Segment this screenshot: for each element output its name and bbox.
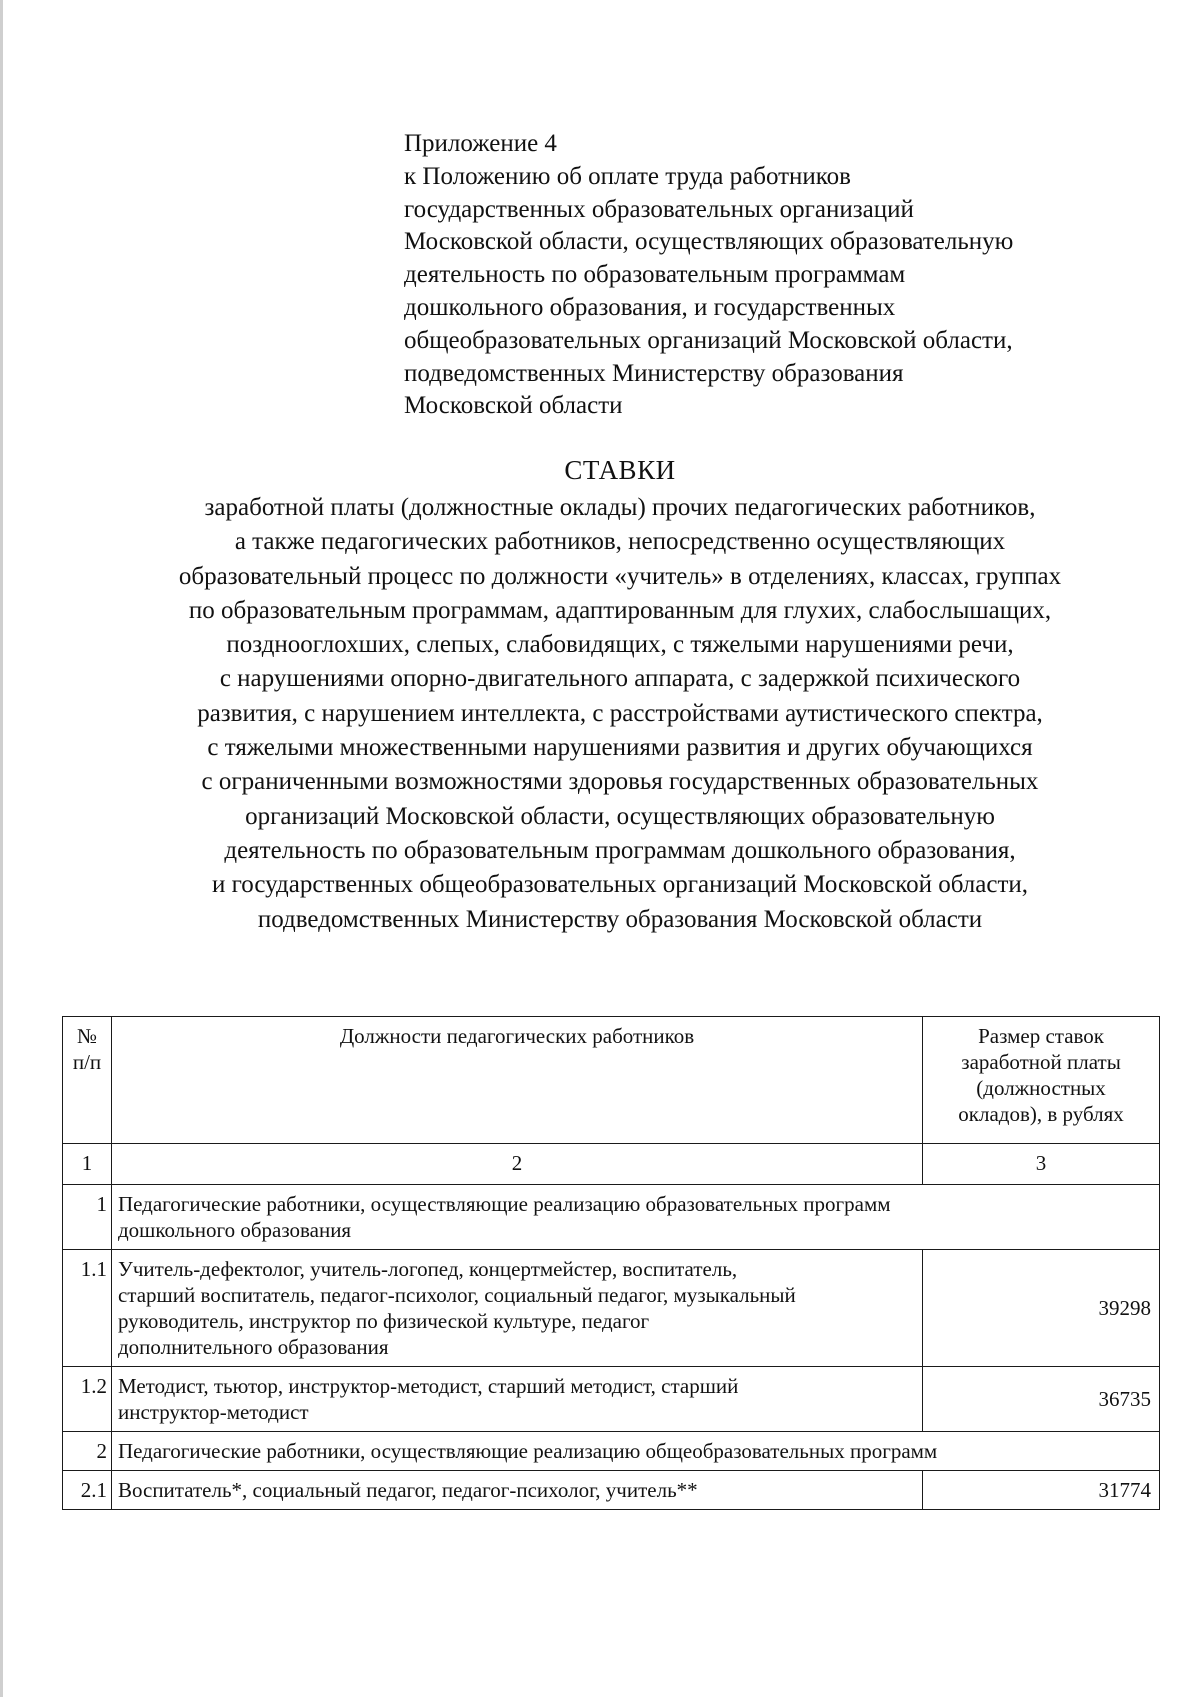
column-index-cell: 2 (111, 1144, 922, 1185)
column-index-cell: 3 (923, 1144, 1160, 1185)
header-rate-line: (должностных (976, 1076, 1106, 1100)
header-rate-cell (923, 1017, 1160, 1144)
row-text-line: инструктор-методист (117, 1400, 309, 1424)
appendix-line: государственных образовательных организаций (404, 195, 914, 223)
subtitle-line: с ограниченными возможностями здоровья государственных образовательных (201, 768, 1039, 796)
row-rate-value: 39298 (923, 1250, 1160, 1367)
row-text-line: Учитель-дефектолог, учитель-логопед, концертмейстер, воспитатель, (117, 1257, 738, 1281)
subtitle-line: и государственных общеобразовательных организаций Московской области, (211, 871, 1029, 899)
document-title: СТАВКИ (564, 455, 676, 485)
document-subtitle (60, 491, 1180, 937)
section-title (111, 1185, 1159, 1250)
row-text-line: дополнительного образования (117, 1335, 389, 1359)
appendix-line: Приложение 4 (404, 130, 557, 157)
row-number: 1 (63, 1185, 112, 1250)
row-text-line: старший воспитатель, педагог-психолог, социальный педагог, музыкальный (117, 1283, 796, 1307)
row-number: 1.2 (63, 1367, 112, 1432)
section-title (111, 1432, 1159, 1471)
table-row-section-1 (63, 1185, 1160, 1250)
subtitle-line: заработной платы (должностные оклады) прочих педагогических работников, (204, 494, 1036, 521)
appendix-line: Московской области, осуществляющих образовательную (404, 228, 1014, 256)
rates-table (62, 1016, 1160, 1510)
row-text-line: Методист, тьютор, инструктор-методист, старший методист, старший (117, 1374, 739, 1398)
row-number: 1.1 (63, 1250, 112, 1367)
header-number-cell (63, 1017, 112, 1144)
appendix-line: подведомственных Министерству образования (404, 359, 904, 387)
row-text-line: Педагогические работники, осуществляющие реализацию общеобразовательных программ (117, 1439, 938, 1463)
appendix-line: дошкольного образования, и государственных (404, 293, 896, 321)
row-position-text (111, 1471, 922, 1510)
row-text-line: Воспитатель*, социальный педагог, педагог-психолог, учитель** (117, 1478, 698, 1502)
header-number-symbol: № (76, 1024, 97, 1048)
row-position-text (111, 1250, 922, 1367)
row-rate-value: 31774 (923, 1471, 1160, 1510)
subtitle-line: организаций Московской области, осуществляющих образовательную (245, 802, 995, 830)
table-header-row (63, 1017, 1160, 1144)
subtitle-line: позднооглохших, слепых, слабовидящих, с тяжелыми нарушениями речи, (226, 631, 1014, 659)
appendix-line: общеобразовательных организаций Московской области, (404, 326, 1013, 354)
table-row-2-1 (63, 1471, 1160, 1510)
row-text-line: руководитель, инструктор по физической культуре, педагог (117, 1309, 650, 1333)
subtitle-line: с нарушениями опорно-двигательного аппарата, с задержкой психического (219, 665, 1021, 693)
header-rate-line: окладов), в рублях (958, 1102, 1124, 1126)
subtitle-line: а также педагогических работников, непосредственно осуществляющих (234, 528, 1006, 556)
table-row-1-2 (63, 1367, 1160, 1432)
header-rate-line: заработной платы (961, 1050, 1121, 1074)
row-number: 2 (63, 1432, 112, 1471)
row-text-line: дошкольного образования (117, 1218, 352, 1242)
row-rate-value: 36735 (923, 1367, 1160, 1432)
subtitle-line: по образовательным программам, адаптированным для глухих, слабослышащих, (188, 596, 1052, 624)
table-row-section-2 (63, 1432, 1160, 1471)
table-row-1-1 (63, 1250, 1160, 1367)
row-text-line: Педагогические работники, осуществляющие реализацию образовательных программ (117, 1192, 891, 1216)
row-position-text (111, 1367, 922, 1432)
subtitle-line: образовательный процесс по должности «учитель» в отделениях, классах, группах (178, 562, 1062, 590)
appendix-header (404, 128, 1144, 423)
header-rate-line: Размер ставок (978, 1024, 1105, 1048)
header-position-cell: Должности педагогических работников (111, 1017, 922, 1144)
column-index-cell: 1 (63, 1144, 112, 1185)
appendix-line: Московской области (404, 392, 623, 420)
subtitle-line: подведомственных Министерству образования Московской области (257, 905, 983, 933)
row-number: 2.1 (63, 1471, 112, 1510)
header-number-abbr: п/п (72, 1050, 102, 1074)
subtitle-line: развития, с нарушением интеллекта, с расстройствами аутистического спектра, (197, 699, 1043, 727)
scan-left-edge (0, 0, 3, 1697)
subtitle-line: деятельность по образовательным программам дошкольного образования, (224, 836, 1016, 864)
column-index-row (63, 1144, 1160, 1185)
appendix-line: к Положению об оплате труда работников (404, 162, 851, 190)
subtitle-line: с тяжелыми множественными нарушениями развития и других обучающихся (207, 734, 1033, 762)
appendix-line: деятельность по образовательным программам (404, 261, 906, 289)
